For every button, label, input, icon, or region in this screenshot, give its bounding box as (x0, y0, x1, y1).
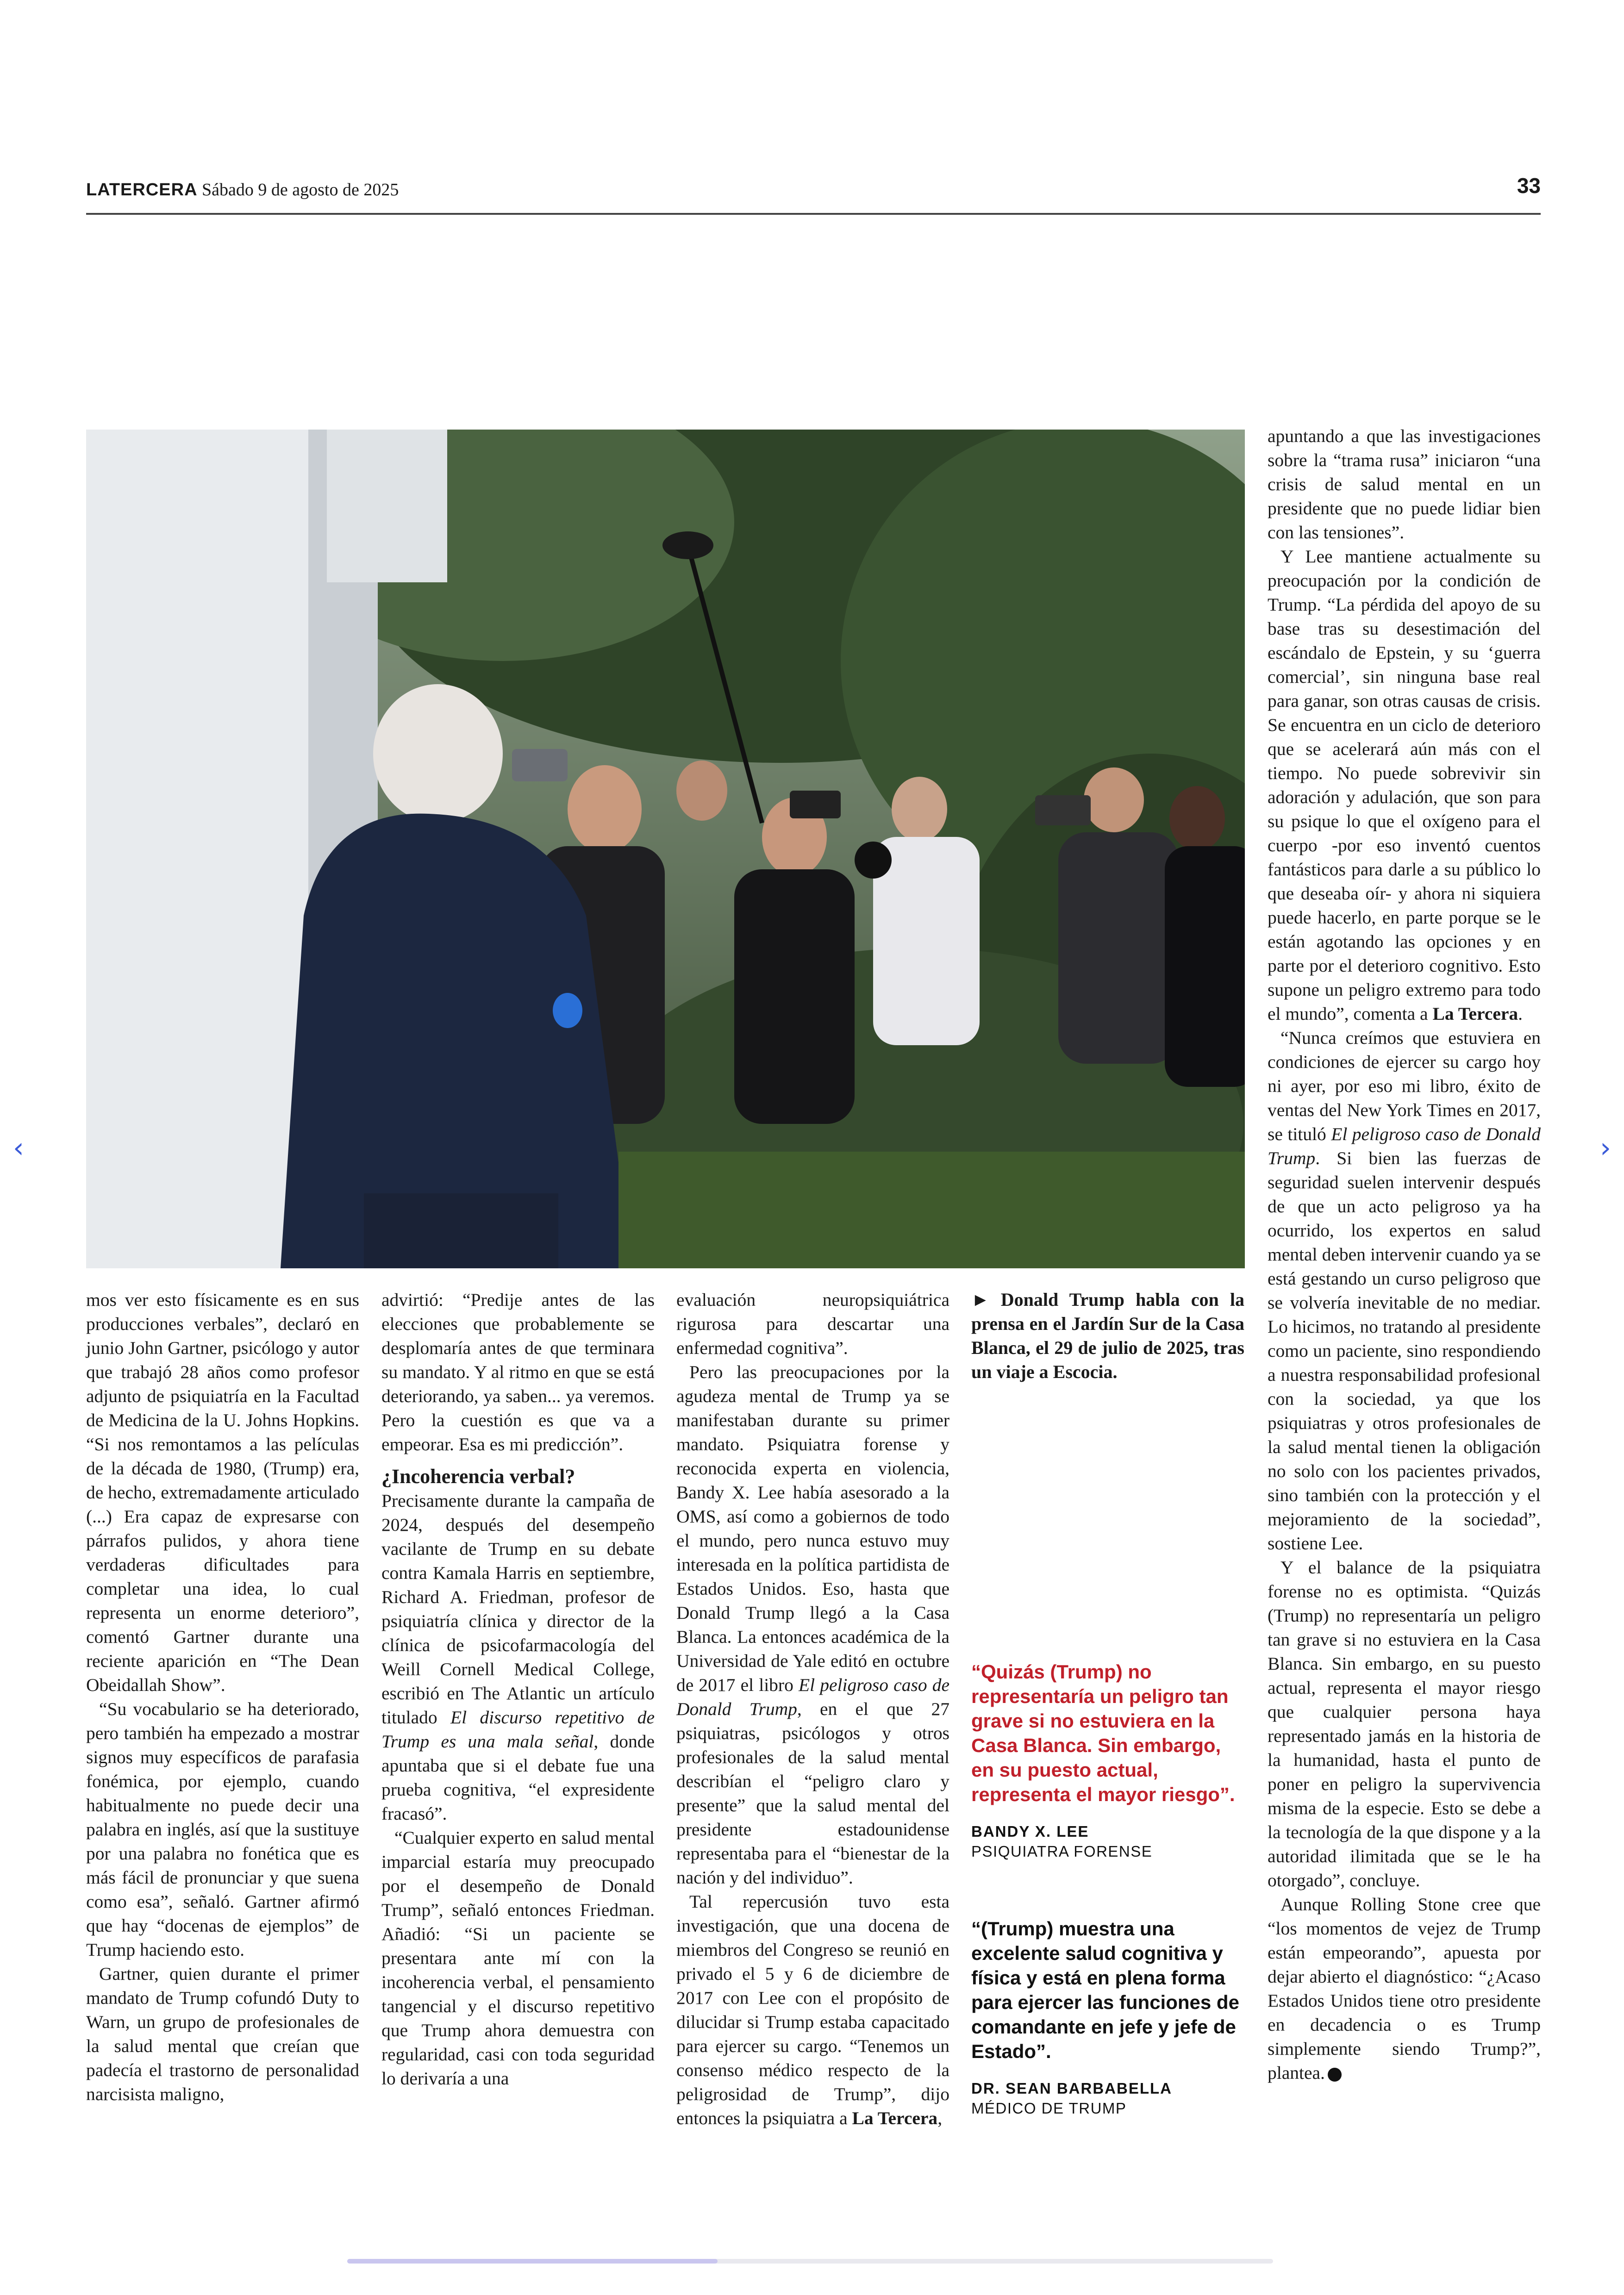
chevron-right-icon: › (1600, 1132, 1611, 1164)
newspaper-mention: La Tercera (852, 2108, 938, 2128)
quote-author: DR. SEAN BARBABELLA (971, 2080, 1172, 2097)
text: , donde apuntaba que si el debate fue una prueba cognitiva, “el expresidente fracasó”. (381, 1731, 655, 1824)
book-title: El peligroso caso de Donald Trump (1268, 1124, 1541, 1168)
paragraph (676, 1360, 949, 1890)
header-left (86, 180, 399, 200)
text: Y Lee mantiene actualmente su preocupación por la condición de Trump. “La pérdida del apoyo de su base tras su desestimación del escándalo de Epstein, y su ‘guerra comercial’, sin ninguna base real para ganar, son otras causas de crisis. Se encuentra en un ciclo de deterioro que se acelerará aún más con el tiempo. No puede sobrevivir sin adoración y adulación, que son para su psique lo que el oxígeno para el cuerpo -por eso inventó cuentos fantásticos para darle a su público lo que deseaba oír- y ahora ni siquiera puede hacerlo, en parte porque se le están agotando las opciones y en parte por el deterioro cognitivo. Esto supone un peligro extremo para todo el mundo”, comenta a (1268, 546, 1541, 1024)
text: Pero las preocupaciones por la agudeza mental de Trump ya se manifestaban durante su primer mandato. Psiquiatra forense y reconocida experta en violencia, Bandy X. Lee había asesorado a la OMS, así como a gobiernos de todo el mundo, pero nunca estuvo muy interesada en la política partidista de Estados Unidos. Eso, hasta que Donald Trump llegó a la Casa Blanca. La entonces académica de la Universidad de Yale editó en octubre de 2017 el libro (676, 1362, 949, 1695)
quote-author: BANDY X. LEE (971, 1823, 1089, 1840)
article-column-2 (381, 1288, 655, 2090)
paragraph (1268, 1892, 1541, 2085)
book-title: El peligroso caso de Donald Trump (676, 1675, 949, 1719)
quote-role: PSIQUIATRA FORENSE (971, 1843, 1153, 1860)
paragraph: “Su vocabulario se ha deteriorado, pero también ha empezado a mostrar signos muy específicos de parafasia fonémica, por ejemplo, cuando habitualmente no puede decir una palabra en inglés, así que la sustituye por una palabra no fonética que es más fácil de pronunciar y que suena como esa”, señaló. Gartner afirmó que hay “docenas de ejemplos” de Trump haciendo esto. (86, 1699, 359, 1960)
photo-garden-press-icon (86, 430, 1245, 1268)
text: Aunque Rolling Stone cree que “los momentos de vejez de Trump están empeorando”, apuesta por dejar abierto el diagnóstico: “¿Acaso Estados Unidos tiene otro presidente en decadencia o es Trump simplemente siendo Trump?”, plantea. (1268, 1894, 1541, 2083)
section-heading: ¿Incoherencia verbal? (381, 1465, 575, 1488)
photo-caption: ► Donald Trump habla con la prensa en el Jardín Sur de la Casa Blanca, el 29 de julio de 2025, tras un viaje a Escocia. (971, 1289, 1244, 1382)
article-column-1 (86, 1288, 359, 2106)
paragraph: apuntando a que las investigaciones sobre la “trama rusa” iniciaron “una crisis de salud mental en un presidente que no puede lidiar bien con las tensiones”. (1268, 426, 1541, 543)
chevron-left-icon: ‹ (13, 1132, 24, 1164)
progress-fill (347, 2259, 718, 2264)
paragraph (1268, 544, 1541, 1026)
paragraph (676, 1890, 949, 2130)
reading-progress-bar[interactable] (347, 2259, 1273, 2264)
paragraph: Gartner, quien durante el primer mandato de Trump cofundó Duty to Warn, un grupo de profesionales de la salud mental que creían que padecía el trastorno de personalidad narcisista maligno, (86, 1964, 359, 2104)
text: , en el que 27 psiquiatras, psicólogos y otros profesionales de la salud mental describían el “peligro claro y presente” que la salud mental del presidente estadounidense representaba para el “bienestar de la nación y del individuo”. (676, 1699, 950, 1888)
paragraph: evaluación neuropsiquiátrica rigurosa para descartar una enfermedad cognitiva”. (676, 1290, 949, 1358)
paragraph: “Cualquier experto en salud mental imparcial estaría muy preocupado por el desempeño de Donald Trump”, señaló entonces Friedman. Añadió: “Si un paciente se presentara ante mí con la incoherencia verbal, el pensamiento tangencial y el discurso repetitivo que Trump ahora demuestra con regularidad, casi con toda seguridad lo derivaría a una (381, 1827, 655, 2089)
text: Precisamente durante la campaña de 2024, después del desempeño vacilante de Trump en su debate contra Kamala Harris en septiembre, Richard A. Friedman, profesor de psiquiatría clínica y director de la clínica de psicofarmacología del Weill Cornell Medical College, escribió en The Atlantic un artículo titulado (381, 1491, 655, 1727)
paragraph: Y el balance de la psiquiatra forense no es optimista. “Quizás (Trump) no representaría un peligro tan grave si no estuviera en la Casa Blanca. Sin embargo, en su puesto actual, representa el mayor riesgo que cualquier persona haya representado jamás en la historia de la humanidad, hasta el punto de poner en peligro la supervivencia misma de la especie. Esto se debe a la tecnología de la que dispone y a la autoridad ilimitada que se le ha otorgado”, concluye. (1268, 1557, 1541, 1890)
text: Tal repercusión tuvo esta investigación, que una docena de miembros del Congreso se reunió en privado el 5 y 6 de diciembre de 2017 con Lee con el propósito de dilucidar si Trump estaba capacitado para ejercer su cargo. “Tenemos un consenso médico respecto de la peligrosidad de Trump”, dijo entonces la psiquiatra a (676, 1891, 949, 2128)
quote-text: “(Trump) muestra una excelente salud cognitiva y física y está en plena forma para ejercer las funciones de comandante en jefe y jefe de Estado”. (971, 1918, 1239, 2062)
end-mark-icon (1328, 2068, 1342, 2082)
article-photo (86, 430, 1245, 1268)
pull-quote-1 (971, 1659, 1244, 1861)
text: , (937, 2108, 943, 2128)
quote-text: “Quizás (Trump) no representaría un peligro tan grave si no estuviera en la Casa Blanca. Sin embargo, en su puesto actual, representa el mayor riesgo”. (971, 1661, 1235, 1805)
issue-date: Sábado 9 de agosto de 2025 (202, 180, 399, 200)
text: . Si bien las fuerzas de seguridad suelen intervenir después de que un acto peligroso ya ha ocurrido, los expertos en salud mental deben intervenir cuando ya se está gestando un curso peligroso que se volvería inevitable de no mediar. Lo hicimos, no tratando al presidente como un paciente, sino respondiendo a nuestra responsabilidad profesional con la sociedad, ya que los psiquiatras y otros profesionales de la salud mental tienen la obligación no solo con los pacientes privados, sino también con la protección y el mejoramiento de la sociedad”, sostiene Lee. (1268, 1148, 1541, 1553)
article-column-4 (1268, 424, 1541, 2085)
quote-role: MÉDICO DE TRUMP (971, 2100, 1127, 2117)
text: . (1518, 1004, 1523, 1024)
newspaper-mention: La Tercera (1432, 1004, 1518, 1024)
page-header (86, 176, 1541, 215)
paragraph (381, 1489, 655, 1826)
page-number: 33 (1517, 174, 1541, 198)
paragraph: advirtió: “Predije antes de las elecciones que probablemente se desplomaría antes de que terminara su mandato. Y al ritmo en que se está deteriorando, ya saben... ya veremos. Pero la cuestión es que va a empeorar. Esa es mi predicción”. (381, 1290, 655, 1454)
next-page-button[interactable] (1592, 1129, 1619, 1166)
article-title: El discurso repetitivo de Trump es una mala señal (381, 1707, 655, 1752)
newspaper-brand: LATERCERA (86, 180, 198, 200)
text: “Nunca creímos que estuviera en condiciones de ejercer su cargo hoy ni ayer, por eso mi libro, éxito de ventas del New York Times en 2017, se tituló (1268, 1028, 1541, 1144)
pull-quote-2 (971, 1916, 1244, 2118)
paragraph (1268, 1026, 1541, 1555)
paragraph: mos ver esto físicamente es en sus producciones verbales”, declaró en junio John Gartner, psicólogo y autor que trabajó 28 años como profesor adjunto de psiquiatría en la Facultad de Medicina de la U. Johns Hopkins. “Si nos remontamos a las películas de la década de 1980, (Trump) era, de hecho, extremadamente articulado (...) Era capaz de expresarse con párrafos pulidos, y ahora tiene verdaderas dificultades para completar una idea, lo cual representa un enorme deterioro”, comentó Gartner durante una reciente aparición en “The Dean Obeidallah Show”. (86, 1290, 360, 1695)
article-column-3 (676, 1288, 949, 2130)
prev-page-button[interactable] (5, 1129, 32, 1166)
